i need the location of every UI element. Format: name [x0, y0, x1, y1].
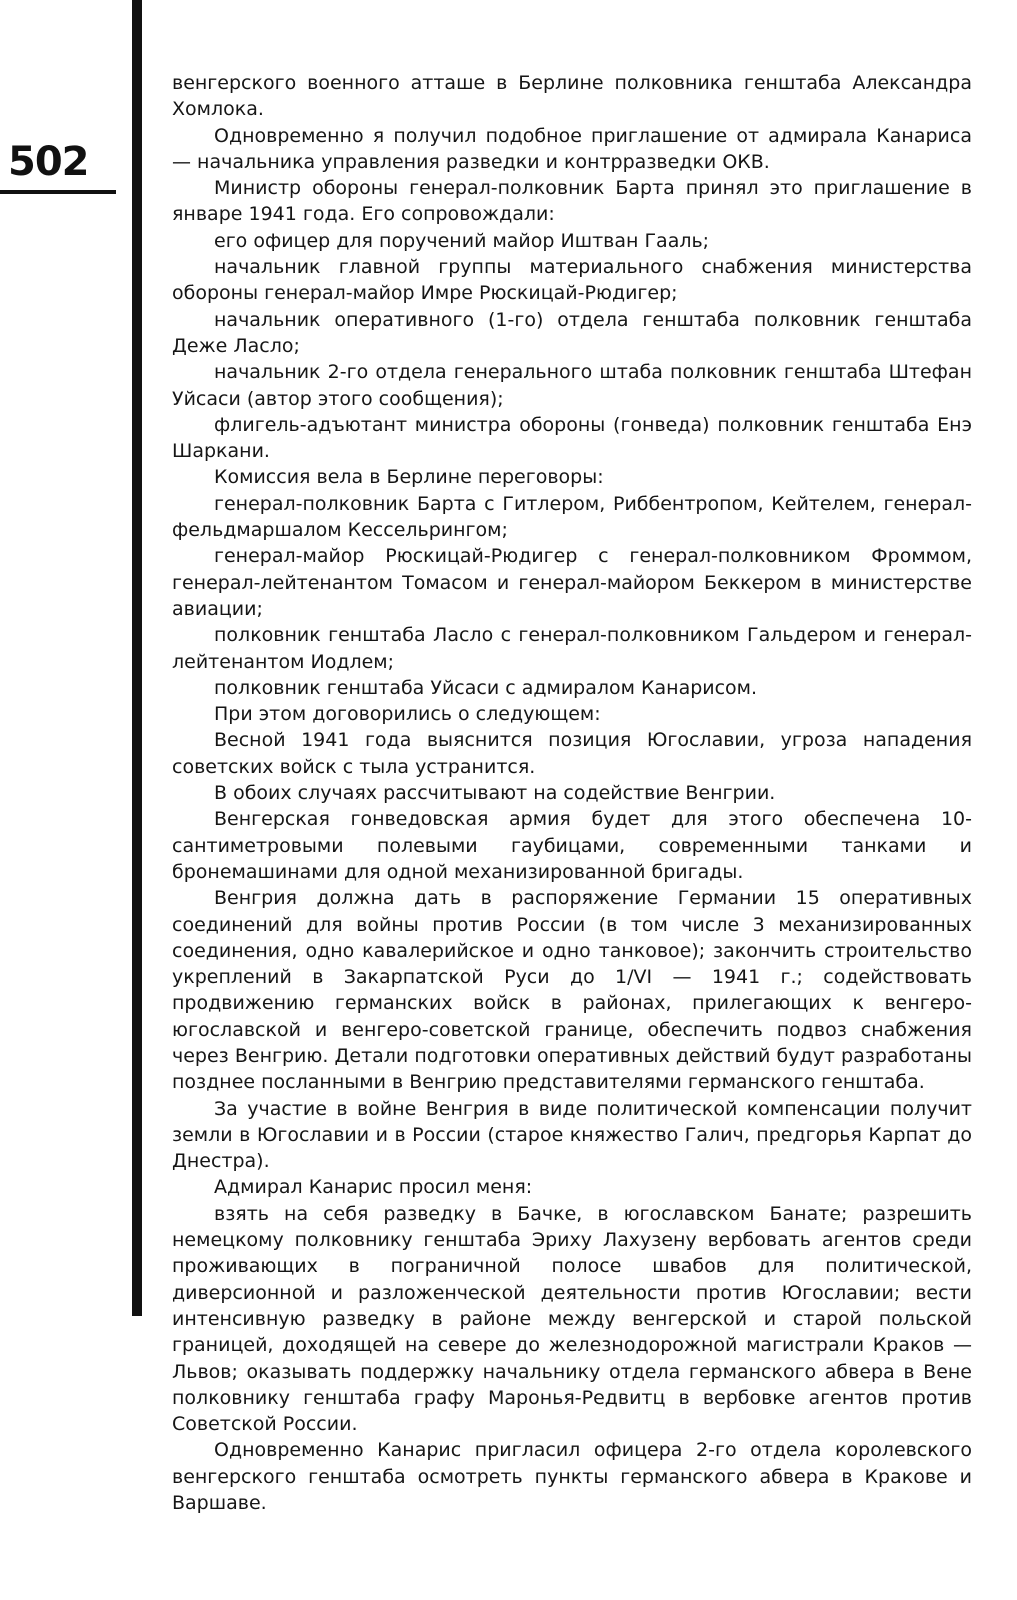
paragraph: Комиссия вела в Берлине переговоры: — [214, 466, 604, 489]
page-number: 502 — [8, 139, 89, 185]
margin-vertical-bar — [132, 0, 142, 1316]
paragraph: генерал-майор Рюскицай-Рюдигер с генерал-полковником Фроммом, генерал-лейтенантом Томасом и генерал-майором Беккером в министерстве авиации; — [172, 545, 972, 620]
paragraph: начальник 2-го отдела генерального штаба полковник генштаба Штефан Уйсаси (автор этого сообщения); — [172, 361, 972, 410]
paragraph: Весной 1941 года выяснится позиция Югославии, угроза нападения советских войск с тыла устранится. — [172, 729, 972, 778]
paragraph: генерал-полковник Барта с Гитлером, Риббентропом, Кейтелем, генерал-фельдмаршалом Кессельрингом; — [172, 492, 972, 542]
paragraph: флигель-адъютант министра обороны (гонведа) полковник генштаба Енэ Шаркани. — [172, 413, 972, 463]
paragraph: полковник генштаба Ласло с генерал-полковником Гальдером и генерал-лейтенантом Иодлем; — [172, 624, 972, 673]
paragraph: Одновременно Канарис пригласил офицера 2-го отдела королевского венгерского генштаба осмотреть пункты германского абвера в Кракове и Варшаве. — [172, 1439, 972, 1515]
paragraph: Адмирал Канарис просил меня: — [214, 1176, 533, 1199]
paragraph: Венгрия должна дать в распоряжение Германии 15 оперативных соединений для войны против России (в том числе 3 механизированных соединения, одно кавалерийское и одно танковое); закончить строительство укреплений в Закарпатской Руси до 1/VI — 1941 г.; содействовать продвижению германских войск в районах, прилегающих к венгеро-югославской и венгеро-советской границе, обеспечить подвоз снабжения через Венгрию. Детали подготовки оперативных действий будут разработаны позднее посланными в Венгрию представителями германского генштаба. — [172, 887, 972, 1094]
paragraph: В обоих случаях рассчитывают на содействие Венгрии. — [214, 782, 776, 805]
paragraph: его офицер для поручений майор Иштван Гааль; — [214, 229, 710, 252]
paragraph: При этом договорились о следующем: — [214, 703, 601, 726]
paragraph: начальник главной группы материального снабжения министерства обороны генерал-майор Имре Рюскицай-Рюдигер; — [172, 256, 972, 305]
page-number-rule — [0, 190, 116, 194]
paragraph: полковник генштаба Уйсаси с адмиралом Канарисом. — [214, 676, 758, 699]
paragraph: взять на себя разведку в Бачке, в югославском Банате; разрешить немецкому полковнику генштаба Эриху Лахузену вербовать агентов среди проживающих в пограничной полосе швабов для политической, диверсионной и разложенческой деятельности против Югославии; вести интенсивную разведку в районе между венгерской и старой польской границей, доходящей на севере до железнодорожной магистрали Краков — Львов; оказывать поддержку начальнику отдела германского абвера в Вене полковнику генштаба графу Маронья-Редвитц в вербовке агентов против Советской России. — [172, 1202, 972, 1436]
paragraph: Венгерская гонведовская армия будет для этого обеспечена 10-сантиметровыми полевыми гаубицами, современными танками и бронемашинами для одной механизированной бригады. — [172, 808, 972, 883]
paragraph: начальник оперативного (1-го) отдела генштаба полковник генштаба Деже Ласло; — [172, 308, 972, 357]
paragraph: За участие в войне Венгрия в виде политической компенсации получит земли в Югославии и в России (старое княжество Галич, предгорья Карпат до Днестра). — [172, 1097, 972, 1173]
paragraph: Министр обороны генерал-полковник Барта принял это приглашение в январе 1941 года. Его сопровождали: — [172, 177, 972, 226]
body-text — [172, 70, 972, 1516]
paragraph: венгерского военного атташе в Берлине полковника генштаба Александра Хомлока. — [172, 72, 972, 121]
paragraph: Одновременно я получил подобное приглашение от адмирала Канариса — начальника управления разведки и контрразведки ОКВ. — [172, 124, 972, 173]
